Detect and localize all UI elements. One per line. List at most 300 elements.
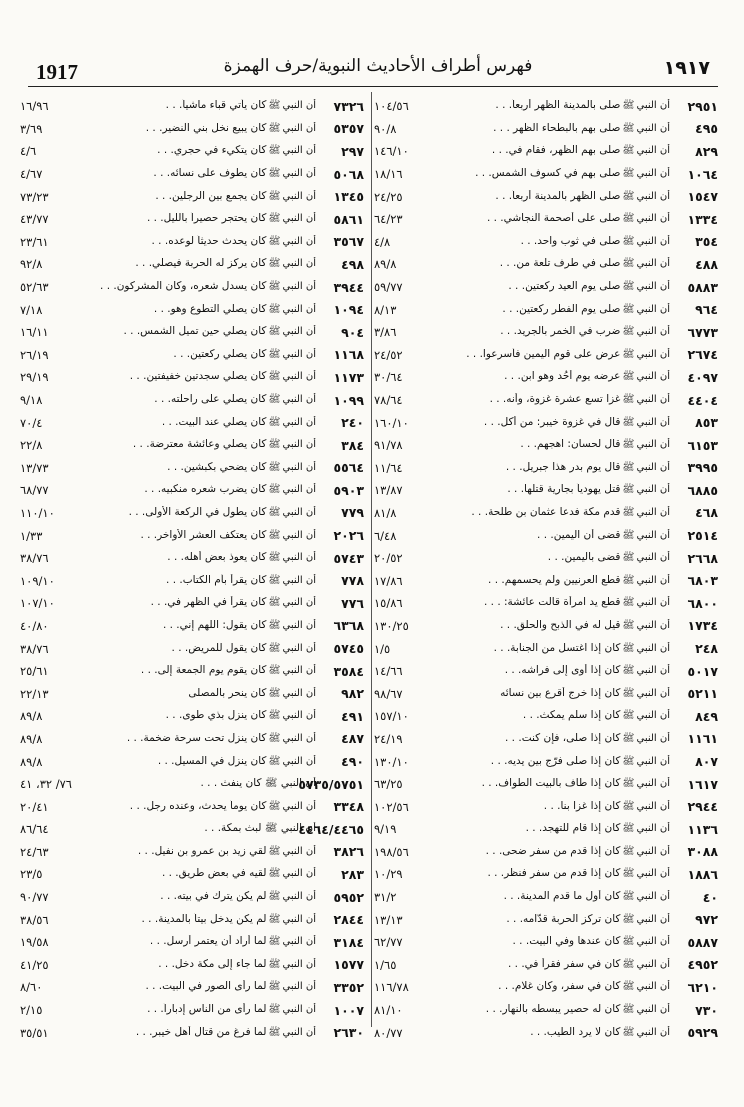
hadith-number: ٦٨٨٥	[687, 482, 718, 498]
incipit-text: صلى في ثوب واحد. . .	[520, 234, 621, 247]
hadith-number: ٤٦٨	[695, 505, 718, 521]
book-chapter-ref: ١٤/٦٦	[374, 664, 403, 679]
index-entry	[20, 705, 364, 728]
salawat-glyph: ﷺ	[622, 484, 635, 496]
book-chapter-ref: ٢٢/١٣	[20, 686, 49, 701]
book-chapter-ref: ٤/٦	[20, 144, 37, 159]
page-header	[28, 52, 718, 87]
hadith-incipit	[98, 393, 322, 407]
index-entry	[20, 637, 364, 660]
prefix-text: أن النبي	[282, 1026, 316, 1038]
hadith-incipit	[438, 393, 676, 407]
incipit-text: كان إذا صلى فرّج بين يديه. . .	[490, 754, 621, 767]
salawat-glyph: ﷺ	[622, 168, 635, 180]
hadith-incipit	[98, 122, 322, 136]
hadith-number: ٧٧٨	[341, 573, 364, 589]
hadith-number: ٣٩٩٥	[687, 460, 718, 476]
hadith-number: ٥٩٥٢	[333, 889, 364, 905]
hadith-incipit	[98, 416, 322, 430]
incipit-text: كان إذا قدم من سفر فنظر. . .	[487, 867, 621, 880]
hadith-number: ٨٤٩	[695, 708, 718, 724]
hadith-number: ٢٦٦٨	[687, 550, 718, 566]
book-chapter-ref: ٥٩/٧٧	[374, 280, 403, 295]
index-entry	[374, 615, 718, 638]
hadith-incipit	[98, 235, 322, 249]
book-chapter-ref: ٩٠/٨	[374, 121, 397, 136]
book-chapter-ref: ١٣٠/٢٥	[374, 618, 409, 633]
prefix-text: أن النبي	[282, 891, 316, 903]
prefix-text: أن النبي	[636, 529, 670, 541]
salawat-glyph: ﷺ	[622, 936, 635, 948]
salawat-glyph: ﷺ	[622, 122, 635, 134]
book-chapter-ref: ٩٢/٨	[20, 257, 43, 272]
hadith-number: ٥٧٤٣	[333, 550, 364, 566]
salawat-glyph: ﷺ	[622, 552, 635, 564]
incipit-text: كان يصلي التطوع وهو. . .	[153, 302, 267, 315]
incipit-text: كان إذا قدم من سفر ضحى. . .	[485, 844, 621, 857]
hadith-number: ٣٥٦٧	[333, 234, 364, 250]
incipit-text: كان يصلي سجدتين خفيفتين. . .	[129, 370, 267, 383]
book-chapter-ref: ٢٣/٦١	[20, 234, 49, 249]
book-chapter-ref: ٣/٨٦	[374, 325, 397, 340]
book-chapter-ref: ١٦٠/١٠	[374, 415, 409, 430]
incipit-text: غزا تسع عشرة غزوة، وأنه. . .	[489, 393, 621, 406]
book-chapter-ref: ٨٩/٨	[20, 754, 43, 769]
hadith-number: ٥٩٢٩	[687, 1025, 718, 1041]
salawat-glyph: ﷺ	[622, 190, 635, 202]
incipit-text: كان يسدل شعره، وكان المشركون. . .	[100, 280, 267, 293]
index-entry	[20, 524, 364, 547]
prefix-text: أن النبي	[636, 891, 670, 903]
book-chapter-ref: ١٥/٨٦	[374, 596, 403, 611]
hadith-number: ١١٦٨	[333, 347, 364, 363]
incipit-text: كان يحدث حديثاً لوعده. . .	[151, 234, 267, 247]
prefix-text: أن النبي	[636, 710, 670, 722]
index-entry	[374, 841, 718, 864]
salawat-glyph: ﷺ	[622, 755, 635, 767]
hadith-incipit	[438, 303, 676, 317]
book-chapter-ref: ١٠٢/٥٦	[374, 799, 409, 814]
prefix-text: أن النبي	[636, 800, 670, 812]
hadith-incipit	[438, 144, 676, 158]
book-chapter-ref: ٧٦/ ٣٢، ٤١	[20, 777, 72, 792]
hadith-incipit	[438, 890, 676, 904]
index-entry	[20, 569, 364, 592]
incipit-text: كان ينزل بذي طوى. . .	[165, 709, 267, 722]
salawat-glyph: ﷺ	[268, 732, 281, 744]
salawat-glyph: ﷺ	[622, 597, 635, 609]
index-entry	[374, 795, 718, 818]
index-entry	[20, 976, 364, 999]
index-entry	[374, 728, 718, 751]
prefix-text: أن النبي	[636, 326, 670, 338]
hadith-number: ٩٦٤	[695, 302, 718, 318]
incipit-text: كان يقرأ بأم الكتاب. . .	[166, 573, 267, 586]
book-chapter-ref: ٩/١٩	[374, 822, 397, 837]
hadith-incipit	[98, 370, 322, 384]
prefix-text: أن النبي	[282, 642, 316, 654]
index-entry	[20, 773, 364, 796]
hadith-incipit	[438, 235, 676, 249]
prefix-text: أن النبي	[282, 552, 316, 564]
hadith-incipit	[438, 822, 676, 836]
incipit-text: كان إذا خرج أقرع بين نسائه	[500, 686, 621, 699]
incipit-text: قال لحسان: اهجهم. . .	[520, 438, 621, 451]
book-chapter-ref: ٩٠/٧٧	[20, 890, 49, 905]
hadith-incipit	[438, 664, 676, 678]
prefix-text: أن النبي	[636, 552, 670, 564]
hadith-incipit	[438, 506, 676, 520]
salawat-glyph: ﷺ	[268, 281, 281, 293]
prefix-text: أن النبي	[282, 958, 316, 970]
prefix-text: أن النبي	[636, 122, 670, 134]
book-chapter-ref: ٦٣/٢٥	[374, 777, 403, 792]
hadith-incipit	[98, 212, 322, 226]
salawat-glyph: ﷺ	[622, 235, 635, 247]
incipit-text: أن النبي ﷺ لبث بمكة. . .	[204, 821, 316, 834]
incipit-text: صلى بهم في كسوف الشمس. . .	[475, 167, 621, 180]
incipit-text: كان إذا صلى، فإن كنت. . .	[505, 731, 621, 744]
book-chapter-ref: ٨٦/٦٤	[20, 822, 49, 837]
hadith-number: ٢٤٠	[341, 415, 364, 431]
salawat-glyph: ﷺ	[268, 710, 281, 722]
hadith-number: ٥٩٠٣	[333, 482, 364, 498]
salawat-glyph: ﷺ	[622, 145, 635, 157]
hadith-number: ١٣٣٤	[687, 211, 718, 227]
incipit-text: صلى على أصحمة النجاشي. . .	[486, 212, 621, 225]
prefix-text: أن النبي	[282, 461, 316, 473]
book-chapter-ref: ٢٤/٥٢	[374, 347, 403, 362]
salawat-glyph: ﷺ	[268, 416, 281, 428]
index-entry	[20, 253, 364, 276]
prefix-text: أن النبي	[636, 868, 670, 880]
incipit-text: كان تركز الحربة قدّامه. . .	[506, 912, 621, 925]
hadith-incipit	[98, 958, 322, 972]
index-entry	[374, 298, 718, 321]
hadith-number: ١٥٧٧	[333, 957, 364, 973]
hadith-number: ٢٦٧٤	[687, 347, 718, 363]
prefix-text: أن النبي	[636, 145, 670, 157]
book-chapter-ref: ٧٨/٦٤	[374, 393, 403, 408]
salawat-glyph: ﷺ	[268, 122, 281, 134]
salawat-glyph: ﷺ	[622, 913, 635, 925]
hadith-number: ١١٣٦	[687, 821, 718, 837]
prefix-text: أن النبي	[636, 845, 670, 857]
hadith-number: ١٠٦٤	[687, 166, 718, 182]
incipit-text: كان يصلي ركعتين. . .	[173, 347, 267, 360]
hadith-number: ١٠٠٧	[333, 1002, 364, 1018]
index-entry	[374, 321, 718, 344]
incipit-text: لما أراد أن يعتمر أرسل. . .	[149, 935, 267, 948]
hadith-incipit	[438, 958, 676, 972]
book-chapter-ref: ١٦/٩٦	[20, 99, 49, 114]
index-entry	[374, 185, 718, 208]
index-entry	[20, 95, 364, 118]
prefix-text: أن النبي	[282, 529, 316, 541]
index-entry	[374, 569, 718, 592]
salawat-glyph: ﷺ	[268, 981, 281, 993]
hadith-number: ٥٧٣٥/٥٧٥١	[298, 776, 364, 792]
book-chapter-ref: ٣٨/٥٦	[20, 912, 49, 927]
salawat-glyph: ﷺ	[622, 823, 635, 835]
salawat-glyph: ﷺ	[268, 891, 281, 903]
hadith-incipit	[438, 551, 676, 565]
index-entry	[374, 682, 718, 705]
prefix-text: أن النبي	[282, 506, 316, 518]
book-chapter-ref: ٦٨/٧٧	[20, 483, 49, 498]
incipit-text: كان يقرأ في الظهر في. . .	[150, 596, 267, 609]
prefix-text: أن النبي	[636, 506, 670, 518]
book-chapter-ref: ٧٠/٤	[20, 415, 43, 430]
incipit-text: كان في سفر، وكان غلام. . .	[498, 980, 621, 993]
hadith-incipit	[98, 438, 322, 452]
hadith-incipit	[98, 483, 322, 497]
book-chapter-ref: ٣٨/٧٦	[20, 641, 49, 656]
hadith-number: ١١٦١	[687, 731, 718, 747]
salawat-glyph: ﷺ	[622, 348, 635, 360]
hadith-incipit	[438, 980, 676, 994]
salawat-glyph: ﷺ	[268, 326, 281, 338]
hadith-incipit	[438, 596, 676, 610]
page-title: فهرس أطراف الأحاديث النبوية/حرف الهمزة	[223, 56, 533, 76]
salawat-glyph: ﷺ	[622, 845, 635, 857]
book-chapter-ref: ٢٤/٦٣	[20, 844, 49, 859]
salawat-glyph: ﷺ	[268, 348, 281, 360]
prefix-text: أن النبي	[282, 213, 316, 225]
hadith-number: ٣٨٢٦	[333, 844, 364, 860]
index-entry	[20, 999, 364, 1022]
salawat-glyph: ﷺ	[622, 213, 635, 225]
salawat-glyph: ﷺ	[622, 981, 635, 993]
prefix-text: أن النبي	[636, 755, 670, 767]
index-entry	[374, 231, 718, 254]
index-entry	[374, 140, 718, 163]
hadith-number: ٥٥٦٤	[333, 460, 364, 476]
book-chapter-ref: ٣٨/٧٦	[20, 551, 49, 566]
index-entry	[20, 140, 364, 163]
index-entry	[20, 389, 364, 412]
salawat-glyph: ﷺ	[268, 190, 281, 202]
salawat-glyph: ﷺ	[268, 371, 281, 383]
book-chapter-ref: ١٠٩/١٠	[20, 573, 55, 588]
book-chapter-ref: ٩١/٧٨	[374, 438, 403, 453]
prefix-text: أن النبي	[636, 1004, 670, 1016]
book-chapter-ref: ٧٣/٢٣	[20, 189, 49, 204]
prefix-text: أن النبي	[282, 416, 316, 428]
hadith-incipit	[438, 122, 676, 136]
prefix-text: أن النبي	[636, 823, 670, 835]
salawat-glyph: ﷺ	[268, 800, 281, 812]
prefix-text: أن النبي	[636, 100, 670, 112]
hadith-incipit	[438, 755, 676, 769]
salawat-glyph: ﷺ	[268, 574, 281, 586]
salawat-glyph: ﷺ	[622, 326, 635, 338]
hadith-number: ٣٨٤	[341, 437, 364, 453]
incipit-text: قضى باليمين. . .	[547, 551, 621, 564]
hadith-incipit	[438, 325, 676, 339]
hadith-incipit	[98, 529, 322, 543]
hadith-incipit	[98, 980, 322, 994]
hadith-incipit	[98, 167, 322, 181]
hadith-number: ٥٠٦٨	[333, 166, 364, 182]
salawat-glyph: ﷺ	[268, 642, 281, 654]
salawat-glyph: ﷺ	[622, 868, 635, 880]
salawat-glyph: ﷺ	[622, 281, 635, 293]
book-chapter-ref: ٨٠/٧٧	[374, 1025, 403, 1040]
book-chapter-ref: ٢٦/١٩	[20, 347, 49, 362]
book-chapter-ref: ١٩٨/٥٦	[374, 844, 409, 859]
index-entry	[374, 637, 718, 660]
hadith-number: ٢٨٤٤	[333, 912, 364, 928]
salawat-glyph: ﷺ	[268, 439, 281, 451]
salawat-glyph: ﷺ	[268, 1026, 281, 1038]
index-entry	[20, 208, 364, 231]
book-chapter-ref: ١٨/١٦	[374, 167, 403, 182]
salawat-glyph: ﷺ	[268, 213, 281, 225]
book-chapter-ref: ١٠٧/١٠	[20, 596, 55, 611]
book-chapter-ref: ٨/١٣	[374, 302, 397, 317]
hadith-incipit	[438, 777, 676, 791]
book-chapter-ref: ٢/١٥	[20, 1003, 43, 1018]
prefix-text: أن النبي	[636, 348, 670, 360]
index-entry	[20, 931, 364, 954]
book-chapter-ref: ٣١/٢	[374, 890, 397, 905]
incipit-text: كان يتكيء في حجري. . .	[157, 144, 267, 157]
hadith-incipit	[438, 642, 676, 656]
column-divider	[371, 92, 372, 1027]
hadith-incipit	[438, 687, 676, 701]
incipit-text: كان يضرب شعره منكبيه. . .	[144, 483, 267, 496]
incipit-text: ضرب في الخمر بالجريد. . .	[500, 325, 621, 338]
prefix-text: أن النبي	[282, 845, 316, 857]
incipit-text: لم يكن يترك في بيته. . .	[160, 890, 267, 903]
index-entry	[374, 976, 718, 999]
salawat-glyph: ﷺ	[622, 800, 635, 812]
hadith-number: ١٥٤٧	[687, 189, 718, 205]
index-entry	[374, 163, 718, 186]
salawat-glyph: ﷺ	[268, 461, 281, 473]
book-chapter-ref: ١٠/٢٩	[374, 867, 403, 882]
incipit-text: كان يضحي بكبشين. . .	[167, 460, 267, 473]
incipit-text: صلى بالمدينة الظهر أربعاً. . .	[495, 99, 621, 112]
incipit-text: كان إذا طاف بالبيت الطواف. . .	[481, 777, 621, 790]
index-entry	[20, 118, 364, 141]
book-chapter-ref: ٤/٦٧	[20, 167, 43, 182]
hadith-incipit	[438, 461, 676, 475]
hadith-number: ٥٨٨٧	[687, 934, 718, 950]
index-entry	[374, 208, 718, 231]
hadith-number: ٣٣٤٨	[333, 799, 364, 815]
hadith-number: ٢٩٤٤	[687, 799, 718, 815]
hadith-number: ٤٤٠٤	[687, 392, 718, 408]
hadith-incipit	[438, 167, 676, 181]
hadith-number: ٣١٨٤	[333, 934, 364, 950]
index-entry	[374, 547, 718, 570]
prefix-text: أن النبي	[282, 484, 316, 496]
incipit-text: عرض على قوم اليمين فأسرعوا. . .	[466, 347, 621, 360]
index-entry	[20, 660, 364, 683]
hadith-incipit	[98, 777, 322, 792]
index-entry	[374, 344, 718, 367]
incipit-text: صلى بهم بالبطحاء الظهر . . .	[493, 121, 621, 134]
prefix-text: أن النبي	[282, 281, 316, 293]
hadith-incipit	[98, 890, 322, 904]
book-chapter-ref: ٢٠/٤١	[20, 799, 49, 814]
index-entry	[20, 615, 364, 638]
prefix-text: أن النبي	[282, 258, 316, 270]
salawat-glyph: ﷺ	[622, 1004, 635, 1016]
prefix-text: أن النبي	[282, 710, 316, 722]
book-chapter-ref: ١/٥	[374, 641, 391, 656]
hadith-incipit	[98, 709, 322, 723]
hadith-incipit	[98, 348, 322, 362]
hadith-incipit	[98, 506, 322, 520]
hadith-number: ٥٢١١	[687, 686, 718, 702]
hadith-number: ٢٠٢٦	[333, 528, 364, 544]
book-chapter-ref: ١٩/٥٨	[20, 935, 49, 950]
index-entry	[374, 705, 718, 728]
book-chapter-ref: ٣٠/٦٤	[374, 370, 403, 385]
hadith-number: ٧٣٠	[695, 1002, 718, 1018]
hadith-number: ٢٥١٤	[687, 528, 718, 544]
incipit-text: كان إذا سلم يمكث. . .	[522, 709, 621, 722]
hadith-number: ٥٧٤٥	[333, 641, 364, 657]
salawat-glyph: ﷺ	[622, 506, 635, 518]
hadith-incipit	[438, 99, 676, 113]
index-entry	[374, 999, 718, 1022]
hadith-number: ٦٨٠٣	[687, 573, 718, 589]
salawat-glyph: ﷺ	[268, 100, 281, 112]
hadith-number: ٤٨٧	[341, 731, 364, 747]
hadith-incipit	[438, 935, 676, 949]
index-entry	[374, 931, 718, 954]
index-entry	[20, 592, 364, 615]
index-entry	[20, 795, 364, 818]
prefix-text: أن النبي	[636, 936, 670, 948]
hadith-number: ٣٩٤٤	[333, 279, 364, 295]
book-chapter-ref: ١٦/١١	[20, 325, 49, 340]
salawat-glyph: ﷺ	[622, 303, 635, 315]
index-entry	[374, 366, 718, 389]
hadith-incipit	[438, 370, 676, 384]
salawat-glyph: ﷺ	[622, 732, 635, 744]
prefix-text: أن النبي	[636, 190, 670, 202]
salawat-glyph: ﷺ	[622, 958, 635, 970]
book-chapter-ref: ١٥٧/١٠	[374, 709, 409, 724]
prefix-text: أن النبي	[636, 665, 670, 677]
left-column	[20, 95, 364, 1044]
incipit-text: صلى في طرف تلعة من. . .	[499, 257, 621, 270]
salawat-glyph: ﷺ	[622, 891, 635, 903]
hadith-incipit	[438, 619, 676, 633]
salawat-glyph: ﷺ	[268, 755, 281, 767]
hadith-number: ٤٩٥	[695, 121, 718, 137]
incipit-text: كان يقول للمريض. . .	[171, 641, 267, 654]
hadith-number: ٨٢٩	[695, 143, 718, 159]
hadith-number: ٢٤٨	[695, 641, 718, 657]
index-entry	[20, 298, 364, 321]
hadith-incipit	[98, 596, 322, 610]
book-chapter-ref: ١١٠/١٠	[20, 505, 55, 520]
book-chapter-ref: ٢٤/٢٥	[374, 189, 403, 204]
prefix-text: أن النبي	[636, 303, 670, 315]
book-chapter-ref: ٤٣/٧٧	[20, 212, 49, 227]
prefix-text: أن النبي	[636, 258, 670, 270]
hadith-incipit	[98, 664, 322, 678]
prefix-text: أن النبي	[282, 732, 316, 744]
hadith-number: ١٣٤٥	[333, 189, 364, 205]
incipit-text: كان يصلي حين تميل الشمس. . .	[123, 325, 267, 338]
